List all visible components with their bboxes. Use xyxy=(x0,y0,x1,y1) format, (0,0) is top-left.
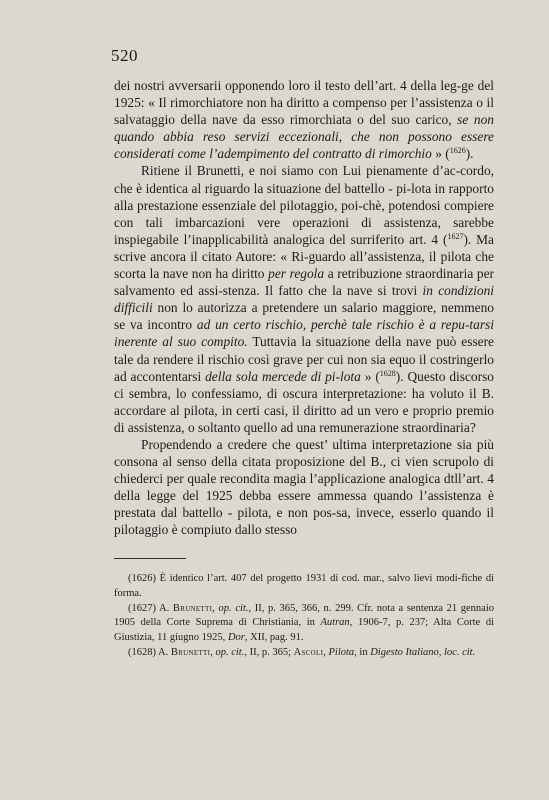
text-run: a retribuzione straordinaria per salvamento ed assi-stenza. Il fatto che la nave si trovi xyxy=(114,266,494,299)
text-run: , xyxy=(210,646,216,658)
footnote xyxy=(114,646,494,661)
text-run: , xyxy=(212,602,219,614)
text-run: ). Questo discorso ci sembra, lo confessiamo, di oscura interpretazione: ha voluto il B. accordare al pilota, in certi casi, il diritto ad un vero e proprio premio di assistenza, o soltanto quello ad una remunerazione straordinaria? xyxy=(114,368,494,435)
text-run: Pilota xyxy=(328,646,355,658)
text-run: Autran xyxy=(320,617,350,629)
text-run: Ascoli xyxy=(293,646,324,658)
footnote-separator xyxy=(114,558,186,559)
text-run: Brunetti xyxy=(170,646,211,658)
footnote-reference: 1627 xyxy=(447,231,464,241)
text-run: Tuttavia la situazione della nave può essere tale da rendere il rischio così grave per cui non sia equo il costringerlo ad accontentarsi xyxy=(114,334,494,384)
text-run: ). Ma scrive ancora il citato Autore: « Ri-guardo all’assistenza, il pilota che scorta la nave non ha diritto xyxy=(114,231,494,282)
paragraph xyxy=(114,77,494,162)
text-run: Ritiene il Brunetti, e noi siamo con Lui pienamente d’ac-cordo, che è identica al riguardo la situazione del battello - pi-lota in rapporto alla prestazione essenziale del pilotaggio, poi-chè, potendosi compiere con tali imbarcazioni vere operazioni di assistenza, sarebbe inspiegabile l’inapplicabilità analogica del surriferito art. 4 ( xyxy=(114,163,494,247)
text-run: Propendendo a credere che quest’ ultima interpretazione sia più consona al senso della citata proposizione del B., ci vien scrupolo di chiederci per quale recondita magia l’applicazione analogica dtll’art. 4 della legge del 1925 debba essere ammessa quando l’assistenza è prestata dal battello - pilota, e non pos-sa, invece, esserlo quando il pilotaggio è compiuto dallo stesso xyxy=(114,436,494,538)
text-run: Digesto Italiano, loc. cit. xyxy=(370,646,476,658)
text-run: , II, p. 365; xyxy=(244,646,294,658)
text-run: Brunetti xyxy=(172,602,213,614)
footnote xyxy=(114,572,494,602)
text-run: dei nostri avversarii opponendo loro il testo dell’art. 4 della leg-ge del 1925: « Il rimorchiatore non ha diritto a compenso per l’assistenza o il salvataggio della nave da esso rimorchiata o del suo carico, xyxy=(114,78,494,128)
text-run: della sola mercede di pi-lota xyxy=(205,368,361,384)
text-run: ad un certo rischio, perchè tale rischio è a repu-tarsi inerente al suo compito. xyxy=(114,317,494,350)
text-run: , xyxy=(323,646,329,658)
body-text xyxy=(114,77,494,539)
text-run: ). xyxy=(465,146,474,162)
footnotes xyxy=(114,572,494,661)
text-run: , in xyxy=(354,646,371,658)
page-number: 520 xyxy=(111,46,138,65)
text-run: » ( xyxy=(360,368,380,384)
text-run: non lo autorizza a pretendere un salario maggiore, nemmeno se va incontro xyxy=(114,300,494,333)
text-run: , 1906-7, p. 237; Alta Corte di Giustizia, 11 giugno 1925, xyxy=(114,617,494,644)
text-run: , XII, pag. 91. xyxy=(244,632,304,644)
text-run: » ( xyxy=(431,146,450,162)
text-run: per regola xyxy=(268,266,325,282)
text-run: , II, p. 365, 366, n. 299. Cfr. nota a sentenza 21 gennaio 1905 della Corte Suprema di Christiania, in xyxy=(114,602,495,629)
footnote xyxy=(114,602,494,646)
paragraph xyxy=(114,436,494,539)
text-run: (1628) A. xyxy=(128,646,171,658)
text-run: in condizioni difficili xyxy=(114,283,494,316)
text-run: (1626) È identico l’art. 407 del progetto 1931 di cod. mar., salvo lievi modi-fiche di forma. xyxy=(114,573,494,599)
text-run: se non quando abbia reso servizi eccezionali, che non possono essere considerati come l’adempimento del contratto di rimorchio xyxy=(114,112,494,162)
text-run: Dor xyxy=(227,632,245,644)
paragraph xyxy=(114,162,494,436)
footnote-reference: 1626 xyxy=(449,146,466,156)
footnote-reference: 1628 xyxy=(379,368,396,378)
text-run: op. cit. xyxy=(215,646,245,658)
text-run: (1627) A. xyxy=(128,602,173,614)
text-run: op. cit. xyxy=(218,602,249,614)
